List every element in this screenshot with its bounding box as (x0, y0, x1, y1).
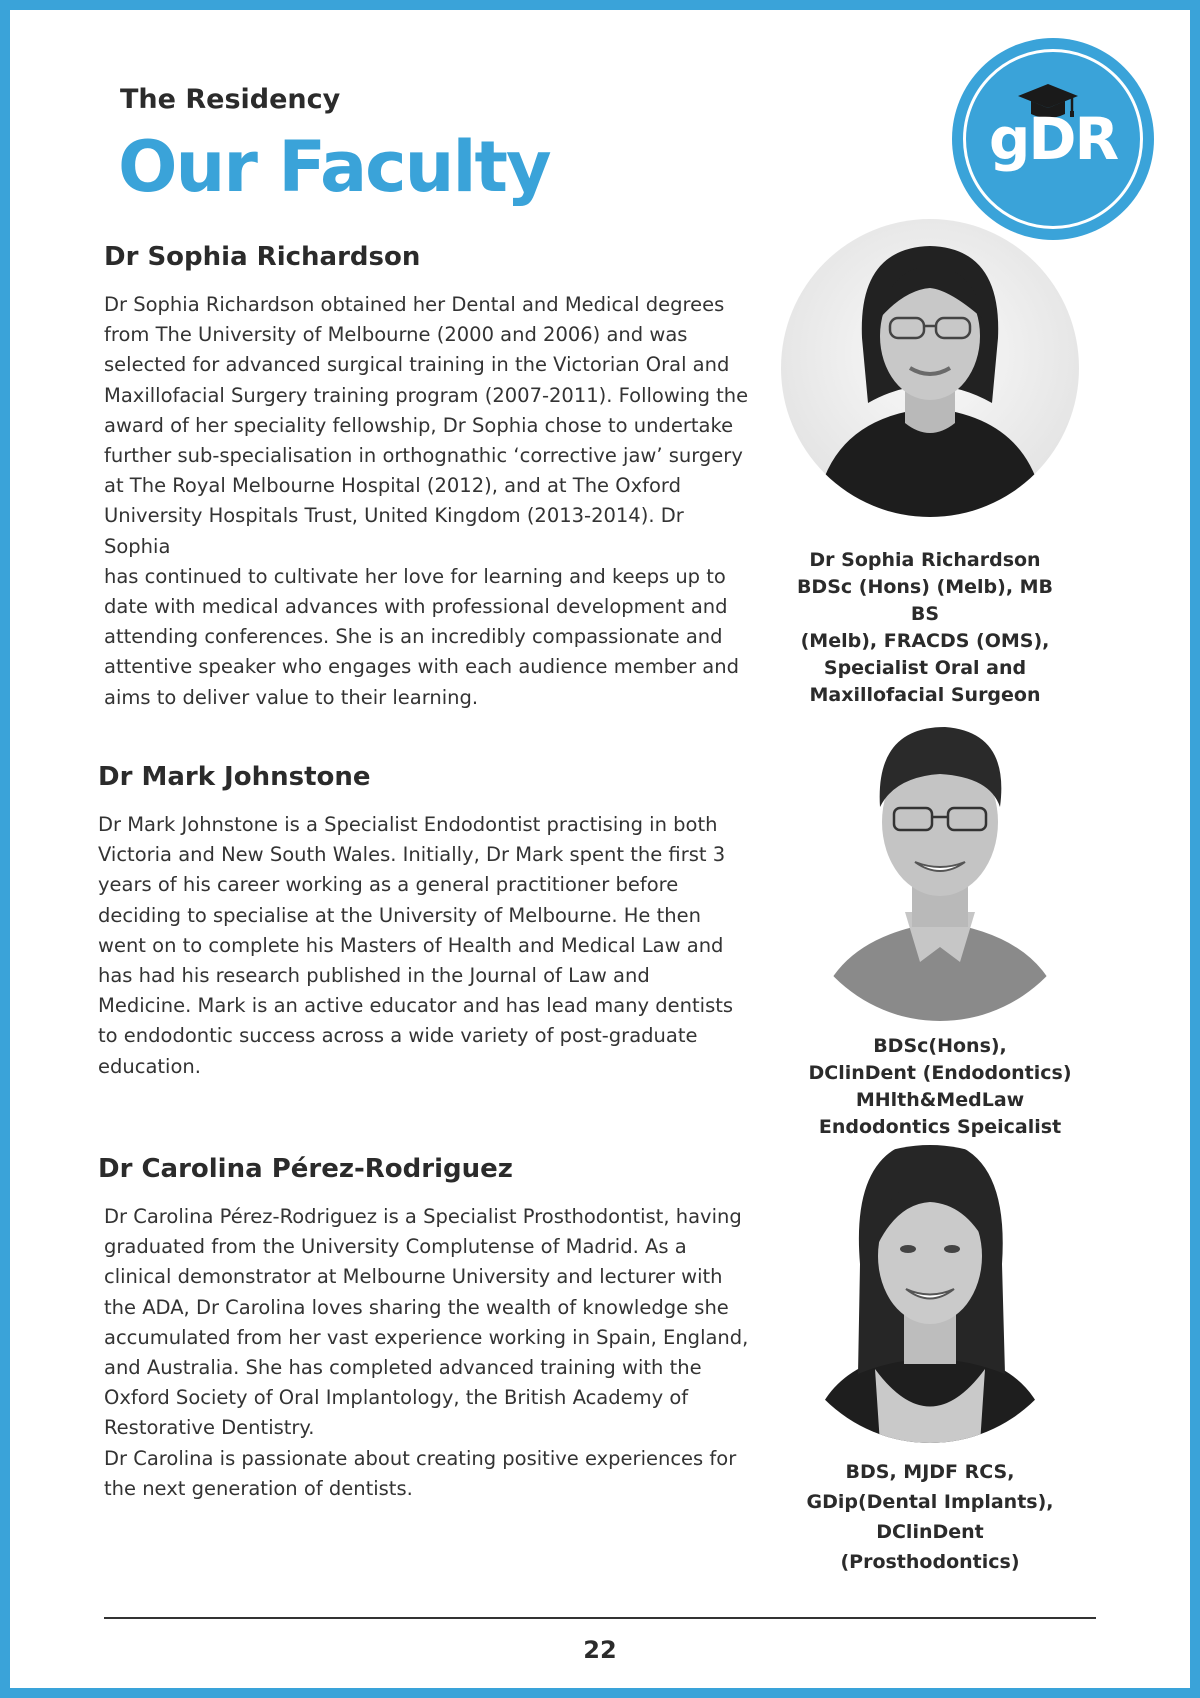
portrait-carolina-perez-rodriguez (780, 1144, 1080, 1444)
faculty-credentials-mark-johnstone: BDSc(Hons), DClinDent (Endodontics) MHlth&MedLaw Endodontics Speicalist (808, 1035, 1072, 1138)
page-number: 22 (583, 1636, 617, 1664)
gdr-logo (952, 38, 1154, 240)
portrait-mark-johnstone (790, 722, 1090, 1022)
page-title: Our Faculty (118, 126, 550, 208)
section-kicker: The Residency (120, 84, 341, 115)
faculty-bio-sophia-richardson: Dr Sophia Richardson obtained her Dental and Medical degrees from The University of Melbourne (2000 and 2006) and was selected for advanced surgical training in the Victorian Oral and Maxillofacial Surgery training program (2007-2011). Following the award of her speciality fellowship, Dr Sophia chose to undertake further sub-specialisation in orthognathic ‘corrective jaw’ surgery at The Royal Melbourne Hospital (2012), and at The Oxford University Hospitals Trust, United Kingdom (2013-2014). Dr Sophia has continued to cultivate her love for learning and keeps up to date with medical advances with professional development and attending conferences. She is an incredibly compassionate and attentive speaker who engages with each audience member and aims to deliver value to their learning. (104, 293, 749, 709)
faculty-bio-carolina-perez-rodriguez: Dr Carolina Pérez-Rodriguez is a Specialist Prosthodontist, having graduated from the University Complutense of Madrid. As a clinical demonstrator at Melbourne University and lecturer with the ADA, Dr Carolina loves sharing the wealth of knowledge she accumulated from her vast experience working in Spain, England, and Australia. She has completed advanced training with the Oxford Society of Oral Implantology, the British Academy of Restorative Dentistry. Dr Carolina is passionate about creating positive experiences for the next generation of dentists. (104, 1205, 749, 1500)
footer-divider (104, 1617, 1096, 1619)
faculty-credentials-sophia-richardson: Dr Sophia Richardson BDSc (Hons) (Melb), MB BS (Melb), FRACDS (OMS), Specialist Oral and Maxillofacial Surgeon (796, 549, 1054, 706)
portrait-sophia-richardson (780, 218, 1080, 518)
faculty-credentials-carolina-perez-rodriguez: BDS, MJDF RCS, GDip(Dental Implants), DClinDent (Prosthodontics) (806, 1461, 1054, 1573)
faculty-name-sophia-richardson: Dr Sophia Richardson (104, 242, 421, 272)
faculty-name-mark-johnstone: Dr Mark Johnstone (98, 762, 371, 792)
faculty-name-carolina-perez-rodriguez: Dr Carolina Pérez-Rodriguez (98, 1154, 513, 1184)
faculty-bio-mark-johnstone: Dr Mark Johnstone is a Specialist Endodontist practising in both Victoria and New South Wales. Initially, Dr Mark spent the first 3 years of his career working as a general practitioner before deciding to specialise at the University of Melbourne. He then went on to complete his Masters of Health and Medical Law and has had his research published in the Journal of Law and Medicine. Mark is an active educator and has lead many dentists to endodontic success across a wide variety of post-graduate education. (98, 813, 734, 1078)
logo-text: gDR (988, 105, 1118, 173)
